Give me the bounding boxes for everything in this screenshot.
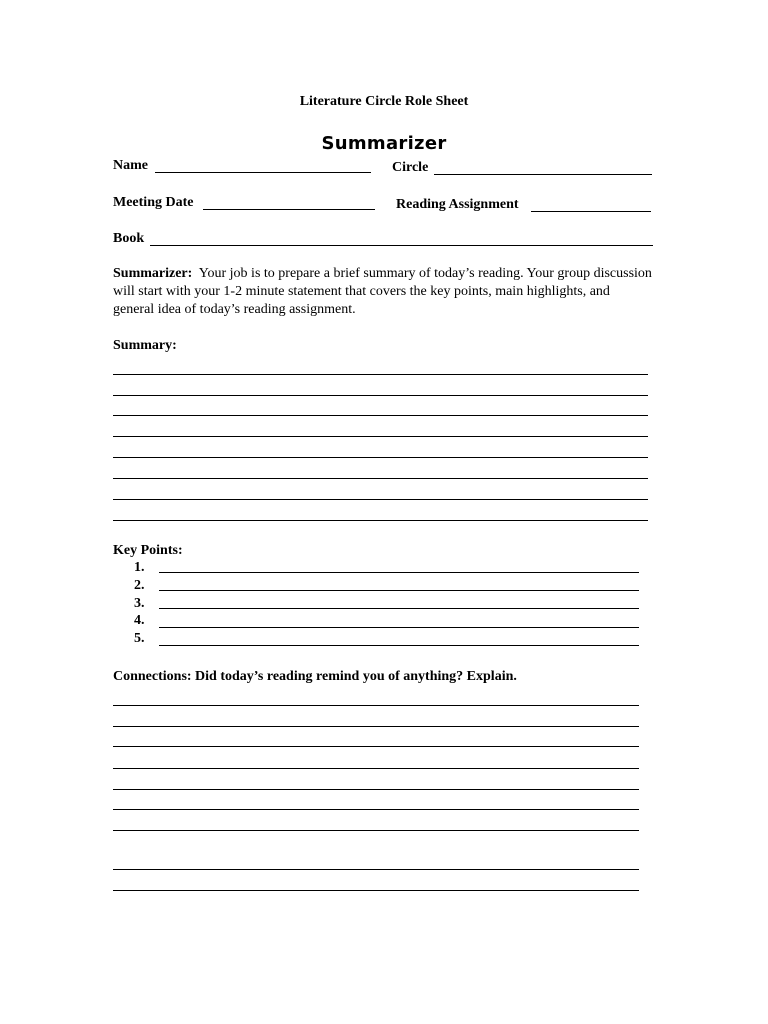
- connections-writing-line[interactable]: [113, 768, 639, 769]
- key-point-number: 4.: [134, 613, 145, 628]
- summary-writing-line[interactable]: [113, 520, 648, 521]
- reading-assignment-label: Reading Assignment: [396, 197, 519, 212]
- meeting-date-field-line[interactable]: [203, 209, 375, 210]
- name-label: Name: [113, 158, 148, 173]
- key-points-label: Key Points:: [113, 543, 183, 558]
- role-description-label: Summarizer:: [113, 266, 193, 281]
- book-label: Book: [113, 231, 145, 246]
- name-field-line[interactable]: [155, 172, 371, 173]
- key-point-line[interactable]: [159, 645, 639, 646]
- key-point-line[interactable]: [159, 572, 639, 573]
- connections-writing-line[interactable]: [113, 869, 639, 870]
- key-point-number: 2.: [134, 578, 145, 593]
- key-point-number: 5.: [134, 631, 145, 646]
- connections-writing-line[interactable]: [113, 705, 639, 706]
- circle-field-line[interactable]: [434, 174, 652, 175]
- connections-label: Connections: Did today’s reading remind you of anything? Explain.: [113, 669, 517, 684]
- summary-writing-line[interactable]: [113, 478, 648, 479]
- reading-assignment-field-line[interactable]: [531, 211, 651, 212]
- key-point-number: 1.: [134, 560, 145, 575]
- summary-writing-line[interactable]: [113, 395, 648, 396]
- page-heading: Literature Circle Role Sheet: [299, 94, 469, 109]
- connections-writing-line[interactable]: [113, 789, 639, 790]
- key-point-number: 3.: [134, 596, 145, 611]
- summary-writing-line[interactable]: [113, 436, 648, 437]
- key-point-line[interactable]: [159, 627, 639, 628]
- book-field-line[interactable]: [150, 245, 653, 246]
- circle-label: Circle: [392, 160, 429, 175]
- connections-writing-line[interactable]: [113, 830, 639, 831]
- role-description-text: Your job is to prepare a brief summary of today’s reading. Your group discussion will start with your 1-2 minute statement that covers the key points, main highlights, and general idea of today’s reading assignment.: [113, 266, 652, 317]
- meeting-date-label: Meeting Date: [113, 195, 194, 210]
- connections-writing-line[interactable]: [113, 726, 639, 727]
- role-title: Summarizer: [321, 133, 447, 154]
- connections-writing-line[interactable]: [113, 890, 639, 891]
- role-description: [113, 265, 653, 319]
- connections-writing-line[interactable]: [113, 746, 639, 747]
- summary-writing-line[interactable]: [113, 499, 648, 500]
- summary-writing-line[interactable]: [113, 415, 648, 416]
- summary-writing-line[interactable]: [113, 457, 648, 458]
- connections-writing-line[interactable]: [113, 809, 639, 810]
- key-point-line[interactable]: [159, 590, 639, 591]
- summary-writing-line[interactable]: [113, 374, 648, 375]
- summary-label: Summary:: [113, 338, 177, 353]
- key-point-line[interactable]: [159, 608, 639, 609]
